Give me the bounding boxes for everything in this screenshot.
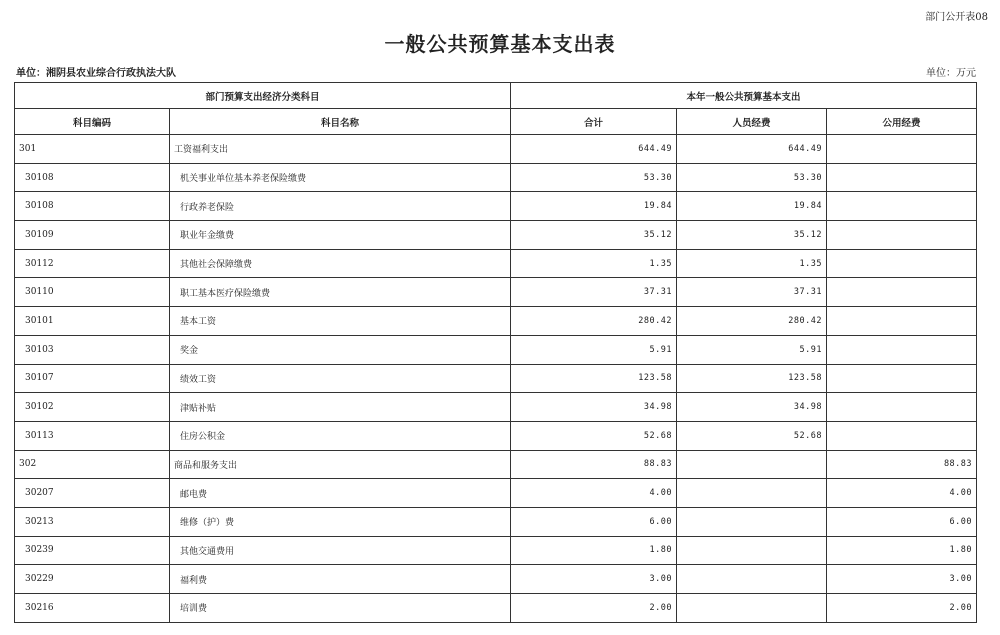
row-public-cell: 88.83 (827, 450, 977, 479)
row-public-cell (827, 393, 977, 422)
row-name-cell: 维修（护）费 (170, 507, 511, 536)
row-code-cell: 30101 (15, 307, 170, 336)
row-public-cell: 1.80 (827, 536, 977, 565)
row-code-cell: 30216 (15, 594, 170, 623)
table-row (15, 479, 977, 508)
row-personnel-cell (677, 507, 827, 536)
row-public-cell (827, 421, 977, 450)
row-total-cell: 1.80 (511, 536, 677, 565)
row-personnel-cell (677, 594, 827, 623)
table-row (15, 278, 977, 307)
table-row (15, 249, 977, 278)
row-code-cell: 30103 (15, 335, 170, 364)
table-row (15, 192, 977, 221)
row-code-cell: 30113 (15, 421, 170, 450)
row-personnel-cell: 5.91 (677, 335, 827, 364)
row-public-cell (827, 135, 977, 164)
table-row (15, 163, 977, 192)
table-row (15, 507, 977, 536)
row-total-cell: 6.00 (511, 507, 677, 536)
row-total-cell: 2.00 (511, 594, 677, 623)
row-code-cell: 30108 (15, 163, 170, 192)
row-personnel-cell: 34.98 (677, 393, 827, 422)
unit-currency: 单位：万元 (926, 68, 976, 79)
column-header-total: 合计 (511, 109, 677, 135)
row-personnel-cell: 19.84 (677, 192, 827, 221)
row-code-cell: 30109 (15, 221, 170, 250)
column-header-code: 科目编码 (15, 109, 170, 135)
row-name-cell: 培训费 (170, 594, 511, 623)
table-header (15, 83, 977, 135)
row-public-cell (827, 307, 977, 336)
form-number: 部门公开表08 (925, 12, 988, 23)
row-name-cell: 其他社会保障缴费 (170, 249, 511, 278)
row-public-cell: 4.00 (827, 479, 977, 508)
group-header-expenditure: 本年一般公共预算基本支出 (511, 83, 977, 109)
row-personnel-cell (677, 479, 827, 508)
row-code-cell: 30107 (15, 364, 170, 393)
table-row (15, 594, 977, 623)
row-total-cell: 1.35 (511, 249, 677, 278)
row-public-cell (827, 335, 977, 364)
table-row (15, 421, 977, 450)
column-header-personnel: 人员经费 (677, 109, 827, 135)
page-title: 一般公共预算基本支出表 (384, 32, 616, 56)
row-public-cell: 2.00 (827, 594, 977, 623)
row-total-cell: 34.98 (511, 393, 677, 422)
row-total-cell: 37.31 (511, 278, 677, 307)
row-code-cell: 30213 (15, 507, 170, 536)
row-total-cell: 123.58 (511, 364, 677, 393)
row-name-cell: 基本工资 (170, 307, 511, 336)
row-personnel-cell: 35.12 (677, 221, 827, 250)
group-header-classification: 部门预算支出经济分类科目 (15, 83, 511, 109)
row-public-cell (827, 249, 977, 278)
table-row (15, 135, 977, 164)
row-name-cell: 职业年金缴费 (170, 221, 511, 250)
budget-table (14, 82, 977, 623)
row-code-cell: 30229 (15, 565, 170, 594)
row-name-cell: 机关事业单位基本养老保险缴费 (170, 163, 511, 192)
unit-organization: 单位：湘阴县农业综合行政执法大队 (16, 68, 176, 79)
row-total-cell: 53.30 (511, 163, 677, 192)
row-personnel-cell: 280.42 (677, 307, 827, 336)
row-public-cell (827, 278, 977, 307)
column-header-public: 公用经费 (827, 109, 977, 135)
row-personnel-cell: 1.35 (677, 249, 827, 278)
row-name-cell: 职工基本医疗保险缴费 (170, 278, 511, 307)
table-row (15, 307, 977, 336)
row-code-cell: 30207 (15, 479, 170, 508)
row-personnel-cell: 37.31 (677, 278, 827, 307)
table-row (15, 450, 977, 479)
row-code-cell: 302 (15, 450, 170, 479)
row-total-cell: 35.12 (511, 221, 677, 250)
row-code-cell: 30108 (15, 192, 170, 221)
table-row (15, 536, 977, 565)
row-personnel-cell (677, 450, 827, 479)
row-name-cell: 其他交通费用 (170, 536, 511, 565)
table-body (15, 135, 977, 623)
row-public-cell: 6.00 (827, 507, 977, 536)
row-name-cell: 邮电费 (170, 479, 511, 508)
table-row (15, 565, 977, 594)
row-name-cell: 行政养老保险 (170, 192, 511, 221)
row-name-cell: 住房公积金 (170, 421, 511, 450)
row-name-cell: 福利费 (170, 565, 511, 594)
table-row (15, 364, 977, 393)
row-public-cell (827, 163, 977, 192)
row-public-cell (827, 192, 977, 221)
row-total-cell: 19.84 (511, 192, 677, 221)
row-total-cell: 5.91 (511, 335, 677, 364)
row-total-cell: 52.68 (511, 421, 677, 450)
row-total-cell: 644.49 (511, 135, 677, 164)
row-personnel-cell (677, 565, 827, 594)
row-public-cell (827, 221, 977, 250)
row-personnel-cell: 644.49 (677, 135, 827, 164)
row-name-cell: 商品和服务支出 (170, 450, 511, 479)
row-name-cell: 工资福利支出 (170, 135, 511, 164)
row-total-cell: 280.42 (511, 307, 677, 336)
row-code-cell: 30112 (15, 249, 170, 278)
row-personnel-cell: 53.30 (677, 163, 827, 192)
row-total-cell: 3.00 (511, 565, 677, 594)
row-public-cell: 3.00 (827, 565, 977, 594)
row-code-cell: 30110 (15, 278, 170, 307)
table-row (15, 335, 977, 364)
row-total-cell: 88.83 (511, 450, 677, 479)
row-code-cell: 30239 (15, 536, 170, 565)
table-row (15, 221, 977, 250)
row-personnel-cell (677, 536, 827, 565)
row-name-cell: 绩效工资 (170, 364, 511, 393)
row-code-cell: 301 (15, 135, 170, 164)
row-personnel-cell: 123.58 (677, 364, 827, 393)
table-row (15, 393, 977, 422)
column-header-name: 科目名称 (170, 109, 511, 135)
row-name-cell: 奖金 (170, 335, 511, 364)
row-personnel-cell: 52.68 (677, 421, 827, 450)
row-total-cell: 4.00 (511, 479, 677, 508)
row-name-cell: 津贴补贴 (170, 393, 511, 422)
row-code-cell: 30102 (15, 393, 170, 422)
row-public-cell (827, 364, 977, 393)
